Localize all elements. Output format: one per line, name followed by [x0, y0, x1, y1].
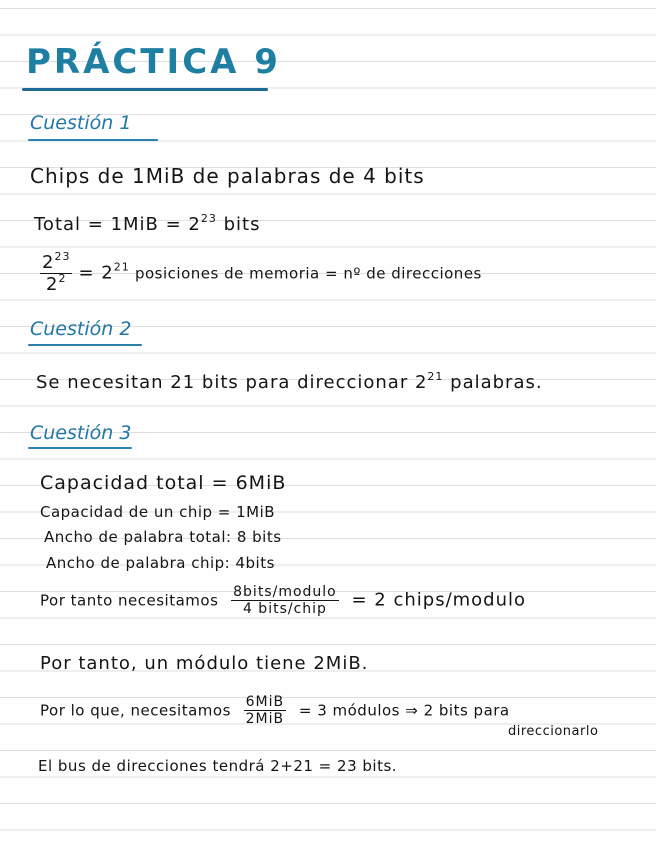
q3-porlo-modulos	[40, 694, 510, 727]
q3-chips-frac-num: 8bits/modulo	[233, 584, 337, 600]
q1-fraction-num	[40, 252, 72, 274]
q3-chips-fraction	[231, 584, 339, 617]
q3-capacidad-chip: Capacidad de un chip = 1MiB	[40, 503, 276, 521]
q1-line-chips: Chips de 1MiB de palabras de 4 bits	[30, 164, 425, 188]
q1-frac-den-base: 2	[46, 274, 59, 295]
title-underline	[22, 88, 268, 91]
q1-total-exp: 23	[200, 212, 217, 225]
q3-ancho-chip: Ancho de palabra chip: 4bits	[46, 554, 275, 572]
heading-underline-1	[28, 139, 158, 141]
q3-capacidad-total: Capacidad total = 6MiB	[40, 472, 287, 494]
q1-fraction-den	[40, 274, 72, 295]
q3-chips-frac-den: 4 bits/chip	[242, 601, 327, 617]
q1-frac-den-exp: 2	[58, 272, 67, 285]
heading-underline-2	[28, 344, 142, 346]
q1-line-total	[34, 214, 260, 235]
q2-left: Se necesitan 21 bits para direccionar 2	[36, 372, 428, 393]
q2-line	[36, 372, 543, 393]
q3-modulos-frac-num: 6MiB	[245, 694, 285, 710]
q1-total-right: bits	[216, 214, 261, 235]
q1-pos-exp: 21	[113, 260, 130, 274]
q1-frac-num-base: 2	[42, 252, 55, 273]
q3-portanto1-left: Por tanto necesitamos	[40, 591, 219, 610]
q3-modulos-fraction	[244, 694, 286, 727]
q3-porlo-note: direccionarlo	[508, 724, 599, 739]
q3-porlo-left: Por lo que, necesitamos	[40, 701, 231, 720]
heading-cuestion-2: Cuestión 2	[30, 318, 132, 340]
q1-fraction	[40, 252, 72, 295]
q3-portanto-modulo: Por tanto, un módulo tiene 2MiB.	[40, 653, 369, 674]
q2-exp: 21	[427, 370, 444, 383]
q1-pos-mid: = 2	[78, 262, 114, 284]
q1-line-posiciones	[40, 252, 482, 295]
q2-right: palabras.	[443, 372, 543, 393]
q1-total-left: Total = 1MiB = 2	[34, 214, 201, 235]
heading-underline-3	[28, 447, 132, 449]
q3-modulos-frac-den: 2MiB	[245, 711, 285, 727]
page-title: PRÁCTICA 9	[26, 42, 281, 82]
q3-portanto-chips	[40, 584, 526, 617]
heading-cuestion-3: Cuestión 3	[30, 422, 132, 444]
heading-cuestion-1: Cuestión 1	[30, 112, 132, 134]
q3-portanto1-right: = 2 chips/modulo	[351, 589, 527, 611]
q3-bus-direcciones: El bus de direcciones tendrá 2+21 = 23 bits.	[38, 757, 398, 775]
q1-frac-num-exp: 23	[54, 250, 71, 263]
q1-pos-right: posiciones de memoria = nº de direcciones	[129, 264, 482, 283]
q3-porlo-right: = 3 módulos ⇒ 2 bits para	[298, 701, 510, 720]
q3-ancho-total: Ancho de palabra total: 8 bits	[44, 528, 282, 546]
